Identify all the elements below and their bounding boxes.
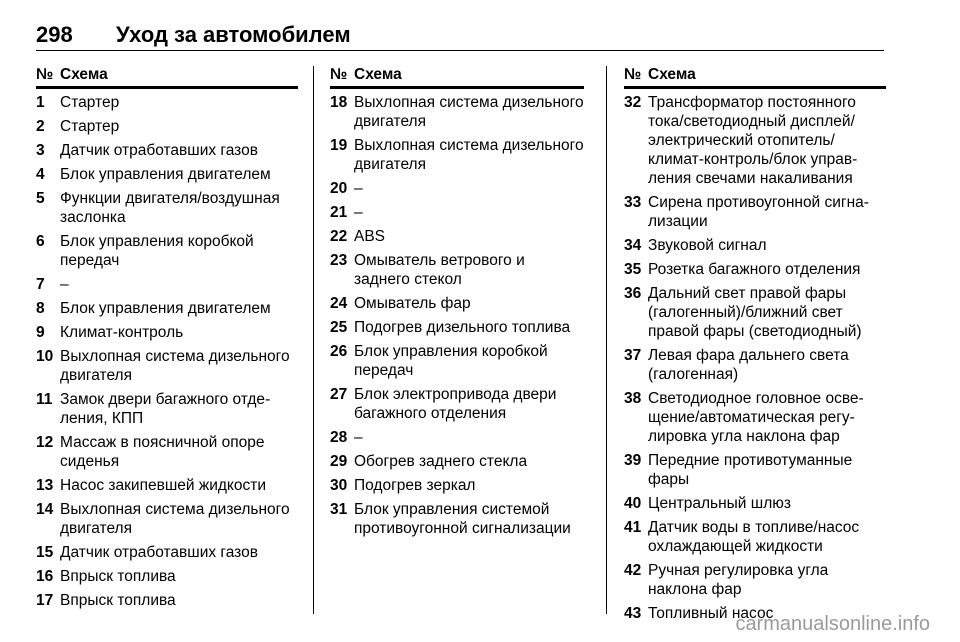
fuse-description: Дальний свет правой фары (галогенный)/ближний свет правой фары (светодиодный) (648, 285, 862, 340)
fuse-description: – (354, 429, 363, 446)
fuse-description: ABS (354, 228, 386, 245)
table-row (330, 136, 584, 174)
fuse-table-column-3 (624, 66, 886, 628)
fuse-number: 43 (624, 605, 642, 622)
fuse-description: Выхлопная система дизельного двигателя (60, 348, 290, 384)
fuse-description: Функции двигателя/воздушная заслонка (60, 190, 280, 226)
fuse-description: Блок управления двигателем (60, 300, 271, 317)
table-row (330, 500, 584, 538)
fuse-number: 42 (624, 562, 642, 579)
fuse-description: Выхлопная система дизельного двигателя (354, 137, 584, 173)
fuse-description: Омыватель фар (354, 295, 471, 312)
table-rows (330, 93, 584, 538)
fuse-number: 31 (330, 501, 348, 518)
table-rows (624, 93, 886, 623)
fuse-number: 39 (624, 452, 642, 469)
fuse-description: Датчик отработавших газов (60, 544, 258, 561)
fuse-number: 35 (624, 261, 642, 278)
table-row (36, 543, 298, 562)
header-rule (624, 86, 886, 89)
table-row (36, 347, 298, 385)
fuse-number: 8 (36, 300, 45, 317)
table-row (330, 318, 584, 337)
fuse-description: Блок электропривода двери багажного отделения (354, 386, 557, 422)
fuse-description: Подогрев зеркал (354, 477, 476, 494)
fuse-number: 3 (36, 142, 45, 159)
table-row (330, 385, 584, 423)
table-row (624, 93, 886, 188)
table-row (36, 275, 298, 294)
fuse-description: Сирена противоугонной сигнализации (648, 194, 869, 230)
table-row (330, 428, 584, 447)
fuse-number: 30 (330, 477, 348, 494)
fuse-description: Блок управления коробкой передач (60, 233, 254, 269)
column-divider (313, 66, 314, 614)
fuse-number: 1 (36, 94, 45, 111)
fuse-number: 28 (330, 429, 348, 446)
table-row (624, 284, 886, 341)
fuse-number: 4 (36, 166, 45, 183)
table-row (330, 294, 584, 313)
table-row (36, 500, 298, 538)
fuse-description: Центральный шлюз (648, 495, 791, 512)
fuse-description: Впрыск топлива (60, 592, 176, 609)
fuse-description: Блок управления двигателем (60, 166, 271, 183)
fuse-description: – (60, 276, 69, 293)
table-row (36, 323, 298, 342)
fuse-number: 12 (36, 434, 54, 451)
table-row (624, 518, 886, 556)
fuse-number: 9 (36, 324, 45, 341)
table-row (330, 251, 584, 289)
fuse-description: – (354, 204, 363, 221)
fuse-description: Передние противотуманные фары (648, 452, 853, 488)
table-row (624, 346, 886, 384)
fuse-number: 33 (624, 194, 642, 211)
fuse-description: Топливный насос (648, 605, 774, 622)
fuse-number: 16 (36, 568, 54, 585)
page-title: Уход за автомобилем (116, 22, 351, 47)
table-header (330, 66, 584, 86)
fuse-description: Впрыск топлива (60, 568, 176, 585)
fuse-number: 19 (330, 137, 348, 154)
fuse-table-column-1 (36, 66, 298, 615)
fuse-description: Звуковой сигнал (648, 237, 767, 254)
fuse-number: 25 (330, 319, 348, 336)
fuse-number: 40 (624, 495, 642, 512)
fuse-number: 34 (624, 237, 642, 254)
fuse-number: 29 (330, 453, 348, 470)
table-row (624, 260, 886, 279)
table-row (330, 93, 584, 131)
fuse-description: Блок управления системой противоугонной сигнализации (354, 501, 571, 537)
fuse-table-column-2 (330, 66, 584, 543)
fuse-description: Левая фара дальнего света (галогенная) (648, 347, 849, 383)
table-row (624, 389, 886, 446)
fuse-number: 37 (624, 347, 642, 364)
table-row (330, 203, 584, 222)
header-divider (36, 50, 884, 51)
table-row (330, 342, 584, 380)
fuse-description: Блок управления коробкой передач (354, 343, 548, 379)
fuse-description: Массаж в поясничной опоре сиденья (60, 434, 265, 470)
fuse-description: Стартер (60, 94, 120, 111)
fuse-description: Светодиодное головное освещение/автоматическая регулировка угла наклона фар (648, 390, 864, 445)
fuse-description: Насос закипевшей жидкости (60, 477, 267, 494)
header-number: № (624, 66, 642, 83)
fuse-number: 41 (624, 519, 642, 536)
fuse-description: Выхлопная система дизельного двигателя (60, 501, 290, 537)
table-row (36, 433, 298, 471)
fuse-description: Датчик воды в топливе/насос охлаждающей жидкости (648, 519, 860, 555)
fuse-description: Замок двери багажного отделения, КПП (60, 391, 271, 427)
fuse-number: 2 (36, 118, 45, 135)
fuse-number: 21 (330, 204, 348, 221)
table-row (624, 193, 886, 231)
fuse-number: 20 (330, 180, 348, 197)
table-row (36, 390, 298, 428)
fuse-description: Омыватель ветрового и заднего стекол (354, 252, 525, 288)
table-row (330, 179, 584, 198)
table-row (330, 452, 584, 471)
fuse-number: 24 (330, 295, 348, 312)
fuse-description: Датчик отработавших газов (60, 142, 258, 159)
fuse-number: 32 (624, 94, 642, 111)
fuse-description: – (354, 180, 363, 197)
fuse-number: 11 (36, 391, 53, 408)
fuse-description: Климат-контроль (60, 324, 184, 341)
header-number: № (330, 66, 348, 83)
table-row (36, 93, 298, 112)
header-name: Схема (60, 66, 108, 83)
table-header (624, 66, 886, 86)
header-name: Схема (648, 66, 696, 83)
column-divider (606, 66, 607, 614)
fuse-description: Обогрев заднего стекла (354, 453, 528, 470)
table-row (330, 476, 584, 495)
fuse-number: 26 (330, 343, 348, 360)
table-rows (36, 93, 298, 610)
fuse-description: Ручная регулировка угла наклона фар (648, 562, 829, 598)
fuse-description: Трансформатор постоянного тока/светодиодный дисплей/ электрический отопитель/ климат-контроль/блок управления свечами накаливания (648, 94, 858, 187)
table-row (36, 141, 298, 160)
page-number: 298 (36, 22, 73, 47)
table-row (36, 117, 298, 136)
table-row (36, 165, 298, 184)
fuse-number: 5 (36, 190, 45, 207)
fuse-number: 18 (330, 94, 348, 111)
table-row (36, 189, 298, 227)
fuse-number: 22 (330, 228, 348, 245)
fuse-description: Подогрев дизельного топлива (354, 319, 571, 336)
table-row (624, 494, 886, 513)
watermark: carmanualsonline.info (735, 613, 930, 635)
table-row (624, 236, 886, 255)
table-row (36, 299, 298, 318)
fuse-number: 14 (36, 501, 54, 518)
fuse-description: Выхлопная система дизельного двигателя (354, 94, 584, 130)
table-row (624, 561, 886, 599)
fuse-description: Розетка багажного отделения (648, 261, 861, 278)
table-row (36, 591, 298, 610)
table-row (36, 476, 298, 495)
table-row (624, 451, 886, 489)
fuse-number: 10 (36, 348, 54, 365)
fuse-number: 36 (624, 285, 642, 302)
header-rule (36, 86, 298, 89)
fuse-number: 6 (36, 233, 45, 250)
fuse-number: 27 (330, 386, 348, 403)
header-rule (330, 86, 584, 89)
table-row (330, 227, 584, 246)
fuse-number: 23 (330, 252, 348, 269)
table-row (36, 567, 298, 586)
fuse-number: 38 (624, 390, 642, 407)
table-row (36, 232, 298, 270)
fuse-description: Стартер (60, 118, 120, 135)
fuse-number: 7 (36, 276, 45, 293)
fuse-number: 13 (36, 477, 54, 494)
header-name: Схема (354, 66, 402, 83)
fuse-number: 17 (36, 592, 54, 609)
header-number: № (36, 66, 54, 83)
fuse-number: 15 (36, 544, 54, 561)
table-header (36, 66, 298, 86)
